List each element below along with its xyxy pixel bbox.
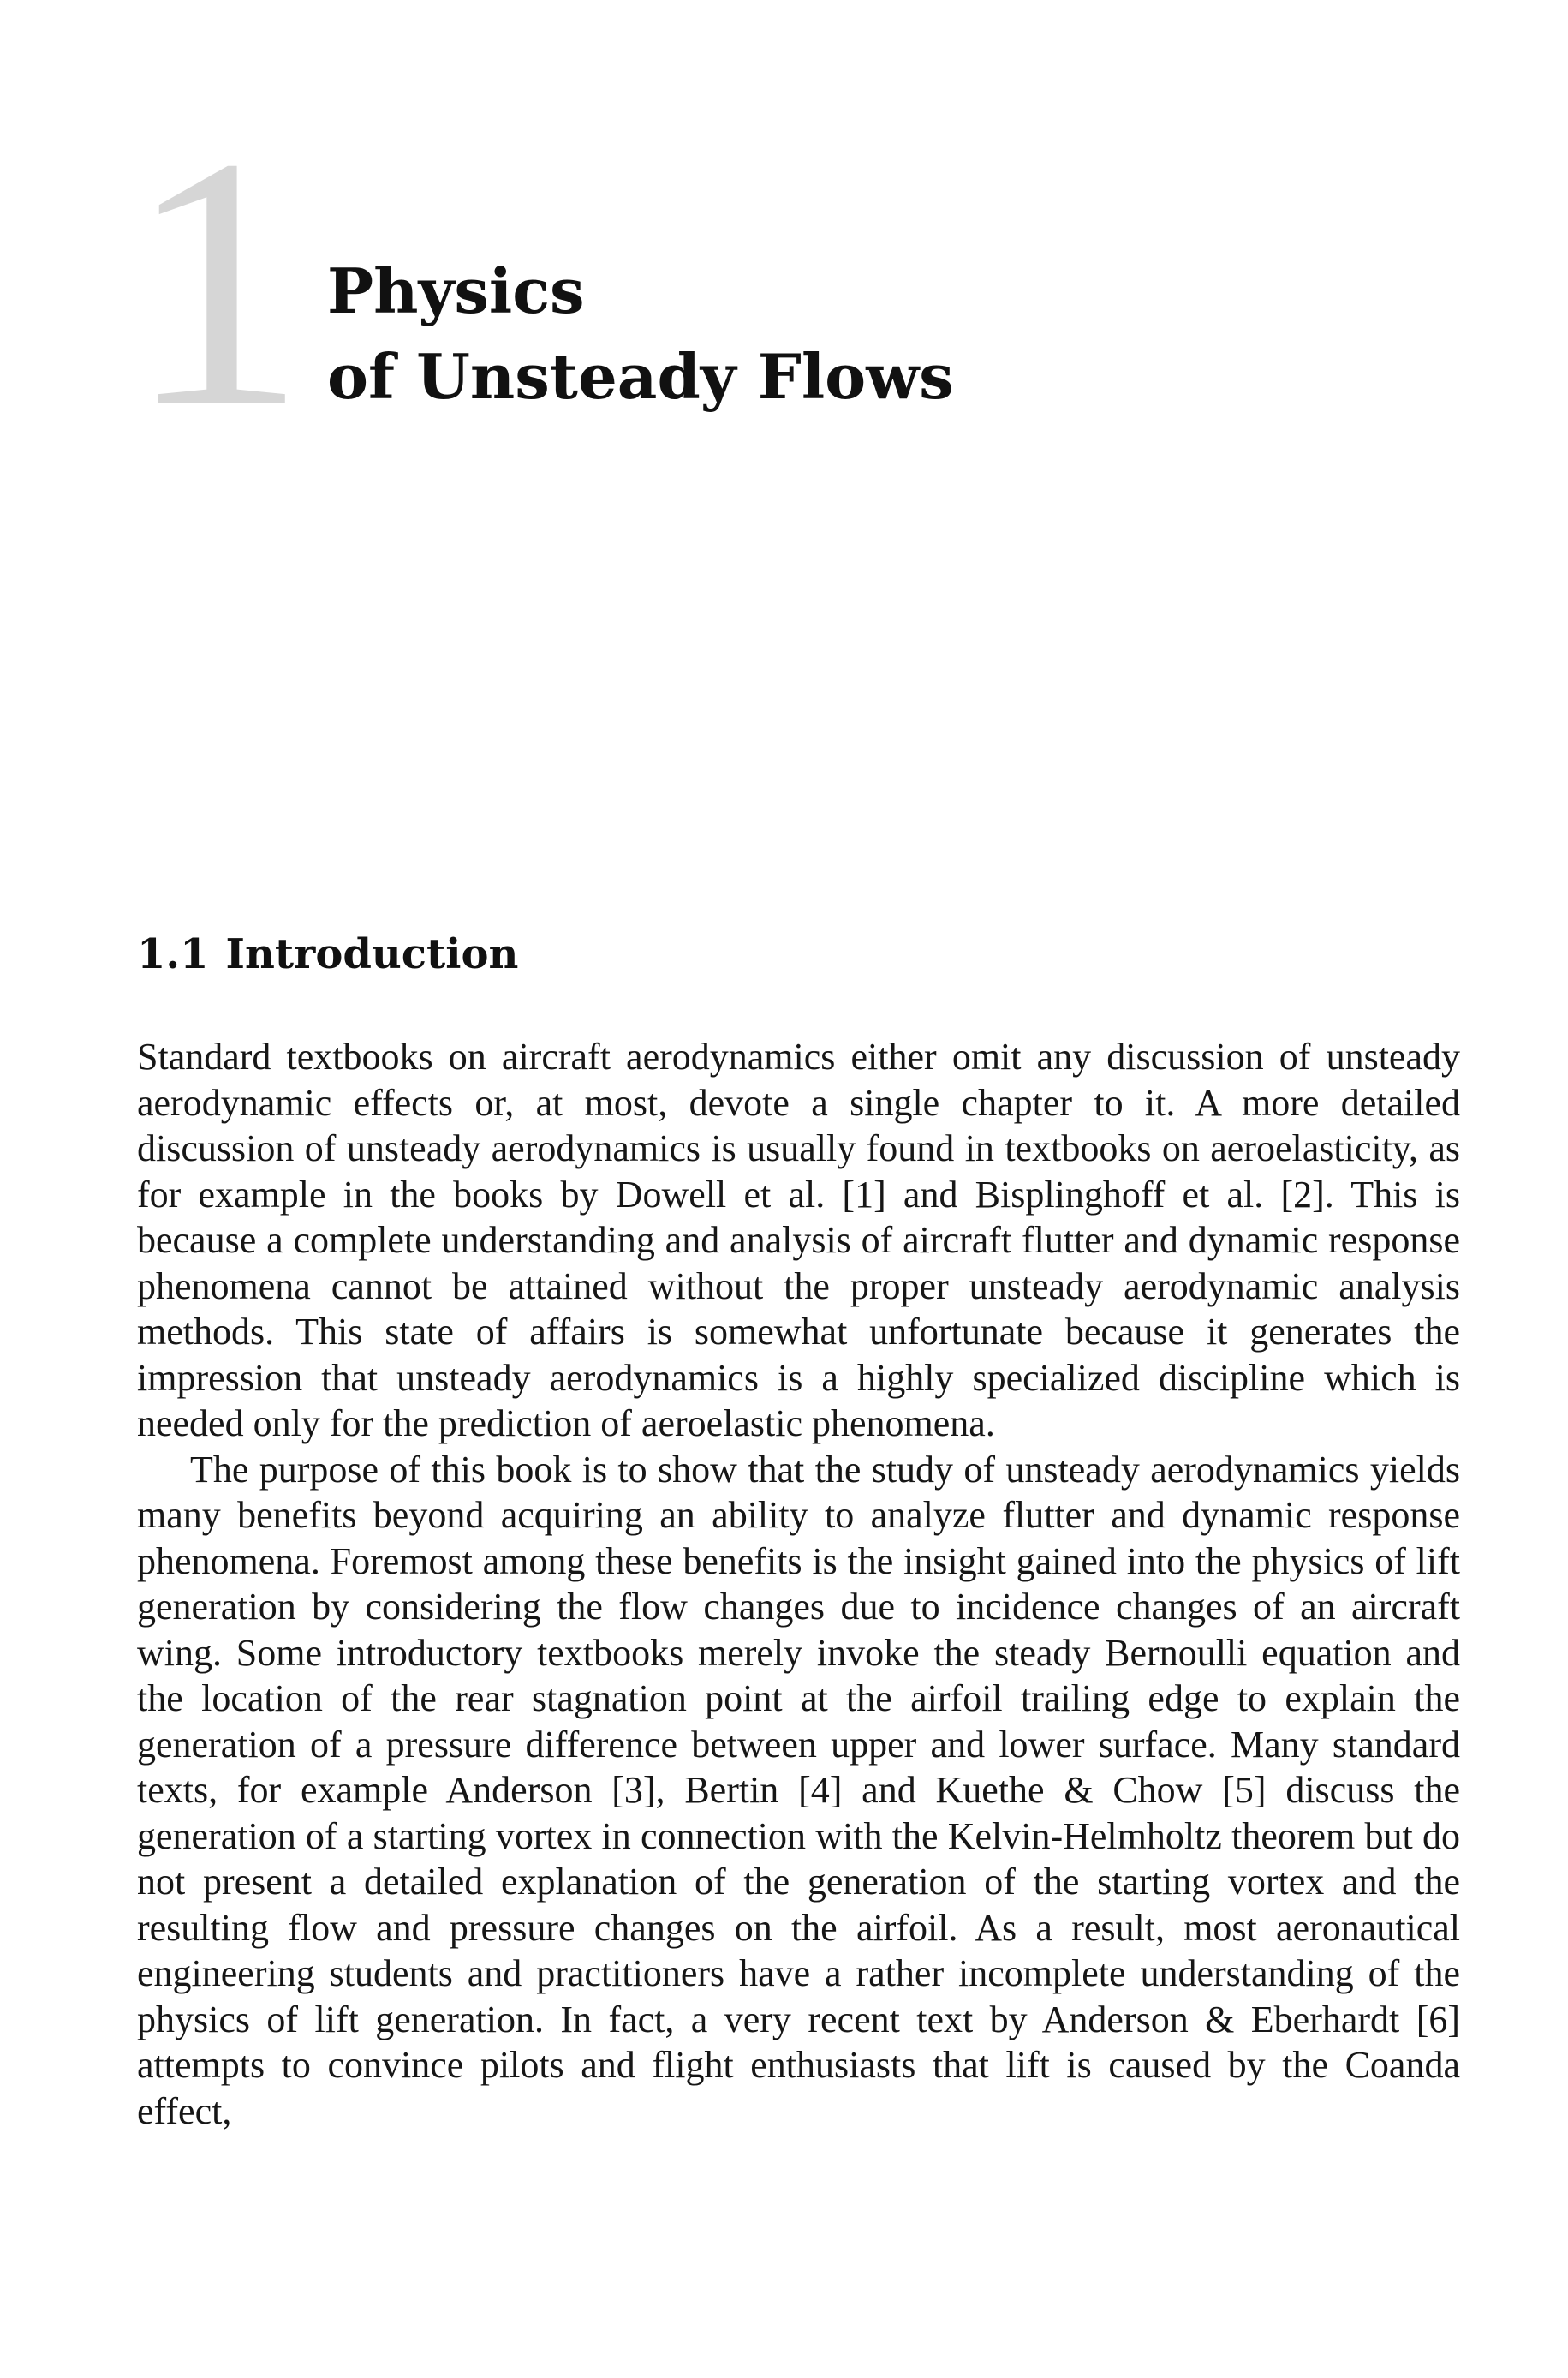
chapter-number: 1 — [127, 83, 307, 481]
chapter-title — [327, 248, 954, 420]
paragraph: Standard textbooks on aircraft aerodynamics either omit any discussion of unsteady aerodynamic effects or, at most, devote a single chapter to it. A more detailed discussion of unsteady aerodynamics is usually found in textbooks on aeroelasticity, as for example in the books by Dowell et al. [1] and Bisplinghoff et al. [2]. This is because a complete understanding and analysis of aircraft flutter and dynamic response phenomena cannot be attained without the proper unsteady aerodynamic analysis methods. This state of affairs is somewhat unfortunate because it generates the impression that unsteady aerodynamics is a highly specialized discipline which is needed only for the prediction of aeroelastic phenomena. — [137, 1036, 1460, 1444]
chapter-title-line-2: of Unsteady Flows — [327, 340, 954, 413]
paragraph: The purpose of this book is to show that the study of unsteady aerodynamics yields many benefits beyond acquiring an ability to analyze flutter and dynamic response phenomena. Foremost among these benefits is the insight gained into the physics of lift generation by considering the flow changes due to incidence changes of an aircraft wing. Some introductory textbooks merely invoke the steady Bernoulli equation and the location of the rear stagnation point at the airfoil trailing edge to explain the generation of a pressure difference between upper and lower surface. Many standard texts, for example Anderson [3], Bertin [4] and Kuethe & Chow [5] discuss the generation of a starting vortex in connection with the Kelvin-Helmholtz theorem but do not present a detailed explanation of the generation of the starting vortex and the resulting flow and pressure changes on the airfoil. As a result, most aeronautical engineering students and practitioners have a rather incomplete understanding of the physics of lift generation. In fact, a very recent text by Anderson & Eberhardt [6] attempts to convince pilots and flight enthusiasts that lift is caused by the Coanda effect, — [137, 1448, 1460, 2132]
body-text — [137, 1034, 1460, 2134]
section-number: 1.1 — [137, 930, 209, 978]
section-heading — [137, 920, 518, 989]
section-title: Introduction — [225, 930, 519, 978]
chapter-title-line-1: Physics — [327, 254, 585, 327]
